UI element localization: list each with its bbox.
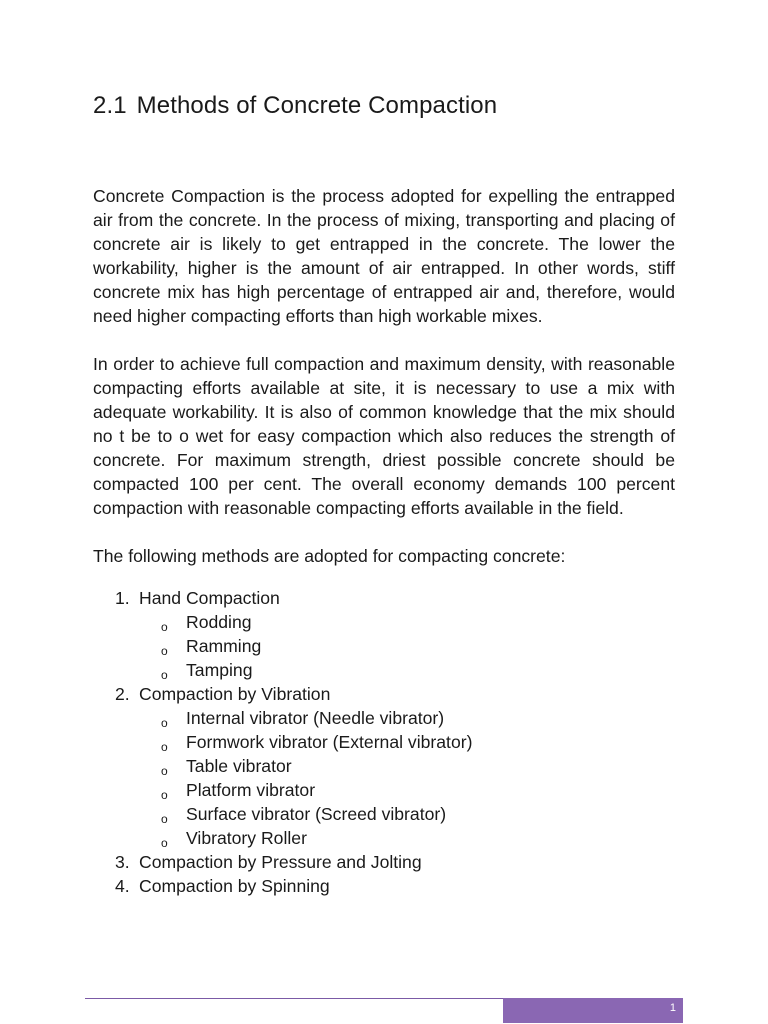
footer-divider	[85, 998, 503, 999]
sub-method-label: Platform vibrator	[186, 780, 316, 800]
circle-bullet-icon: o	[161, 668, 168, 682]
method-number: 4.	[115, 876, 130, 896]
sub-method-label: Table vibrator	[186, 756, 292, 776]
sub-method-label: Rodding	[186, 612, 252, 632]
document-body	[93, 184, 675, 898]
circle-bullet-icon: o	[161, 764, 168, 778]
sub-method-label: Tamping	[186, 660, 253, 680]
method-item	[93, 586, 675, 682]
method-number: 3.	[115, 852, 130, 872]
sub-method-item	[139, 730, 675, 754]
method-number: 2.	[115, 684, 130, 704]
sub-method-label: Ramming	[186, 636, 262, 656]
circle-bullet-icon: o	[161, 620, 168, 634]
circle-bullet-icon: o	[161, 812, 168, 826]
sub-method-list	[139, 610, 675, 682]
section-number: 2.1	[93, 92, 127, 119]
sub-method-label: Vibratory Roller	[186, 828, 307, 848]
methods-list	[93, 586, 675, 898]
sub-method-item	[139, 802, 675, 826]
sub-method-item	[139, 706, 675, 730]
section-heading	[93, 92, 497, 120]
circle-bullet-icon: o	[161, 644, 168, 658]
method-item	[93, 874, 675, 898]
circle-bullet-icon: o	[161, 788, 168, 802]
sub-method-label: Surface vibrator (Screed vibrator)	[186, 804, 447, 824]
sub-method-item	[139, 754, 675, 778]
sub-method-item	[139, 634, 675, 658]
method-label: Compaction by Pressure and Jolting	[139, 852, 422, 872]
circle-bullet-icon: o	[161, 836, 168, 850]
circle-bullet-icon: o	[161, 740, 168, 754]
method-item	[93, 682, 675, 850]
sub-method-list	[139, 706, 675, 850]
methods-intro: The following methods are adopted for compacting concrete:	[93, 546, 566, 566]
method-label: Hand Compaction	[139, 588, 280, 608]
paragraph-workability: In order to achieve full compaction and maximum density, with reasonable compacting efforts available at site, it is necessary to use a mix with adequate workability. It is also of common knowledge that the mix should no t be to o wet for easy compaction which also reduces the strength of concrete. For maximum strength, driest possible concrete should be compacted 100 per cent. The overall economy demands 100 percent compaction with reasonable compacting efforts available in the field.	[93, 354, 675, 518]
section-title: Methods of Concrete Compaction	[136, 92, 498, 119]
method-item	[93, 850, 675, 874]
sub-method-item	[139, 658, 675, 682]
method-label: Compaction by Vibration	[139, 684, 331, 704]
page-number: 1	[669, 1002, 676, 1014]
circle-bullet-icon: o	[161, 716, 168, 730]
method-number: 1.	[115, 588, 130, 608]
sub-method-label: Internal vibrator (Needle vibrator)	[186, 708, 445, 728]
sub-method-item	[139, 778, 675, 802]
page-number-badge	[503, 998, 683, 1023]
paragraph-definition: Concrete Compaction is the process adopted for expelling the entrapped air from the concrete. In the process of mixing, transporting and placing of concrete air is likely to get entrapped in the concrete. The lower the workability, higher is the amount of air entrapped. In other words, stiff concrete mix has high percentage of entrapped air and, therefore, would need higher compacting efforts than high workable mixes.	[93, 186, 675, 326]
sub-method-label: Formwork vibrator (External vibrator)	[186, 732, 473, 752]
sub-method-item	[139, 826, 675, 850]
method-label: Compaction by Spinning	[139, 876, 330, 896]
sub-method-item	[139, 610, 675, 634]
